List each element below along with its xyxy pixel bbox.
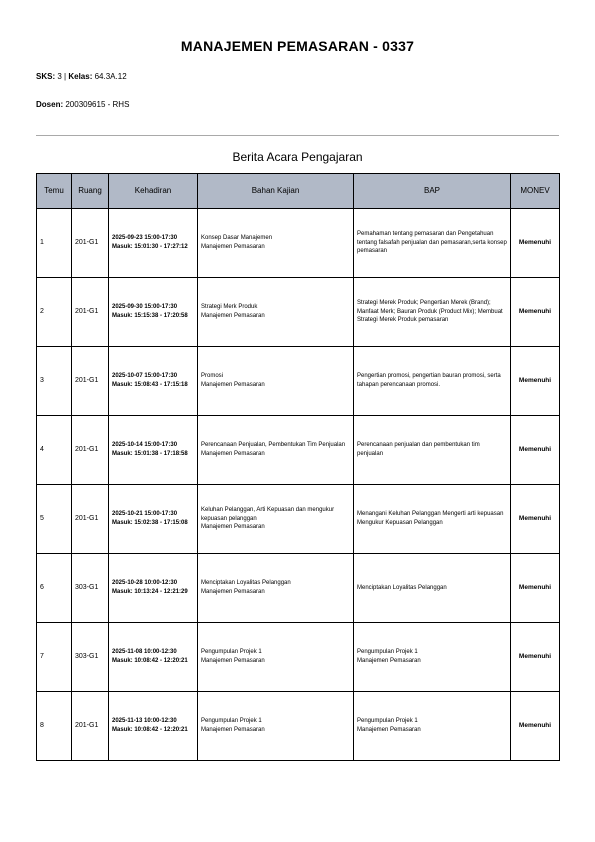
cell-kehadiran bbox=[109, 209, 198, 278]
cell-ruang: 201-G1 bbox=[72, 347, 109, 416]
bahan-line: Manajemen Pemasaran bbox=[201, 244, 265, 250]
cell-monev: Memenuhi bbox=[511, 485, 560, 554]
cell-temu: 2 bbox=[37, 278, 72, 347]
cell-temu: 6 bbox=[37, 554, 72, 623]
meta-separator: | bbox=[64, 72, 67, 81]
bahan-line: Manajemen Pemasaran bbox=[201, 727, 265, 733]
sks-label: SKS: bbox=[36, 72, 56, 81]
col-header-bahan-kajian: Bahan Kajian bbox=[198, 174, 354, 209]
kehadiran-schedule: 2025-11-08 10:00-12:30 bbox=[112, 649, 177, 656]
kehadiran-checkin: Masuk: 15:15:38 - 17:20:58 bbox=[112, 313, 188, 319]
kehadiran-checkin: Masuk: 15:02:38 - 17:15:08 bbox=[112, 520, 188, 526]
lecturer-meta bbox=[36, 100, 129, 109]
bahan-line: Promosi bbox=[201, 373, 224, 380]
kehadiran-checkin: Masuk: 10:08:42 - 12:20:21 bbox=[112, 658, 188, 664]
cell-bahan-kajian bbox=[198, 278, 354, 347]
cell-temu: 5 bbox=[37, 485, 72, 554]
dosen-label: Dosen: bbox=[36, 100, 64, 109]
cell-temu: 8 bbox=[37, 692, 72, 761]
bap-line: Menciptakan Loyalitas Pelanggan bbox=[357, 584, 447, 591]
bahan-line: Menciptakan Loyalitas Pelanggan bbox=[201, 580, 291, 587]
table-header-row bbox=[37, 174, 560, 209]
kehadiran-checkin: Masuk: 10:08:42 - 12:20:21 bbox=[112, 727, 188, 733]
cell-temu: 3 bbox=[37, 347, 72, 416]
cell-bahan-kajian bbox=[198, 347, 354, 416]
kehadiran-schedule: 2025-10-28 10:00-12:30 bbox=[112, 580, 178, 587]
cell-ruang: 201-G1 bbox=[72, 485, 109, 554]
bahan-line: Manajemen Pemasaran bbox=[201, 313, 265, 319]
cell-bap bbox=[354, 692, 511, 761]
bap-line: Menangani Keluhan Pelanggan Mengerti arti kepuasan Mengukur Kepuasan Pelanggan bbox=[357, 511, 504, 526]
col-header-kehadiran: Kehadiran bbox=[109, 174, 198, 209]
col-header-ruang: Ruang bbox=[72, 174, 109, 209]
bap-line: Manajemen Pemasaran bbox=[357, 658, 421, 664]
sks-value: 3 bbox=[57, 72, 62, 81]
cell-bahan-kajian bbox=[198, 209, 354, 278]
bahan-line: Perencanaan Penjualan, Pembentukan Tim Penjualan bbox=[201, 442, 346, 449]
cell-monev: Memenuhi bbox=[511, 347, 560, 416]
cell-kehadiran bbox=[109, 278, 198, 347]
bahan-line: Manajemen Pemasaran bbox=[201, 589, 265, 595]
cell-kehadiran bbox=[109, 485, 198, 554]
cell-bahan-kajian bbox=[198, 692, 354, 761]
kehadiran-schedule: 2025-10-07 15:00-17:30 bbox=[112, 373, 178, 380]
kehadiran-schedule: 2025-09-30 15:00-17:30 bbox=[112, 304, 178, 311]
bap-line: Pemahaman tentang pemasaran dan Pengetahuan tentang falsafah penjualan dan pemasaran,serta konsep pemasaran bbox=[357, 230, 507, 255]
cell-bap bbox=[354, 347, 511, 416]
page-title: MANAJEMEN PEMASARAN - 0337 bbox=[180, 38, 415, 54]
cell-temu: 1 bbox=[37, 209, 72, 278]
cell-bap bbox=[354, 485, 511, 554]
bahan-line: Keluhan Pelanggan, Arti Kepuasan dan mengukur kepuasan pelanggan bbox=[201, 506, 335, 522]
table-row bbox=[37, 416, 560, 485]
cell-monev: Memenuhi bbox=[511, 416, 560, 485]
kehadiran-schedule: 2025-11-13 10:00-12:30 bbox=[112, 718, 177, 725]
cell-bap bbox=[354, 554, 511, 623]
col-header-monev: MONEV bbox=[511, 174, 560, 209]
bap-line: Pengumpulan Projek 1 bbox=[357, 718, 418, 725]
kehadiran-checkin: Masuk: 10:13:24 - 12:21:29 bbox=[112, 589, 188, 595]
table-row bbox=[37, 347, 560, 416]
cell-monev: Memenuhi bbox=[511, 209, 560, 278]
cell-temu: 7 bbox=[37, 623, 72, 692]
cell-bahan-kajian bbox=[198, 416, 354, 485]
cell-monev: Memenuhi bbox=[511, 623, 560, 692]
bahan-line: Manajemen Pemasaran bbox=[201, 451, 265, 457]
bahan-line: Manajemen Pemasaran bbox=[201, 382, 265, 388]
cell-kehadiran bbox=[109, 554, 198, 623]
cell-bahan-kajian bbox=[198, 554, 354, 623]
table-row bbox=[37, 692, 560, 761]
table-row bbox=[37, 278, 560, 347]
cell-kehadiran bbox=[109, 623, 198, 692]
cell-bap bbox=[354, 209, 511, 278]
cell-ruang: 201-G1 bbox=[72, 209, 109, 278]
cell-bahan-kajian bbox=[198, 623, 354, 692]
cell-monev: Memenuhi bbox=[511, 692, 560, 761]
cell-kehadiran bbox=[109, 347, 198, 416]
kehadiran-schedule: 2025-10-21 15:00-17:30 bbox=[112, 511, 178, 518]
bahan-line: Pengumpulan Projek 1 bbox=[201, 649, 262, 656]
kelas-value: 64.3A.12 bbox=[94, 72, 127, 81]
table-row bbox=[37, 209, 560, 278]
cell-ruang: 201-G1 bbox=[72, 278, 109, 347]
cell-monev: Memenuhi bbox=[511, 554, 560, 623]
bahan-line: Konsep Dasar Manajemen bbox=[201, 235, 273, 242]
divider bbox=[36, 135, 559, 136]
col-header-bap: BAP bbox=[354, 174, 511, 209]
bahan-line: Manajemen Pemasaran bbox=[201, 658, 265, 664]
section-title: Berita Acara Pengajaran bbox=[232, 150, 363, 164]
kehadiran-checkin: Masuk: 15:08:43 - 17:15:18 bbox=[112, 382, 188, 388]
cell-bahan-kajian bbox=[198, 485, 354, 554]
course-meta bbox=[36, 72, 127, 81]
bahan-line: Pengumpulan Projek 1 bbox=[201, 718, 262, 725]
kehadiran-schedule: 2025-09-23 15:00-17:30 bbox=[112, 235, 178, 242]
col-header-temu: Temu bbox=[37, 174, 72, 209]
cell-ruang: 201-G1 bbox=[72, 416, 109, 485]
table-row bbox=[37, 485, 560, 554]
cell-temu: 4 bbox=[37, 416, 72, 485]
kehadiran-checkin: Masuk: 15:01:38 - 17:18:58 bbox=[112, 451, 188, 457]
table-row bbox=[37, 554, 560, 623]
cell-ruang: 303-G1 bbox=[72, 623, 109, 692]
kehadiran-checkin: Masuk: 15:01:30 - 17:27:12 bbox=[112, 244, 188, 250]
bap-line: Perencanaan penjualan dan pembentukan tim penjualan bbox=[357, 442, 480, 457]
cell-kehadiran bbox=[109, 692, 198, 761]
bap-line: Pengertian promosi, pengertian bauran promosi, serta tahapan perencanaan promosi. bbox=[357, 373, 501, 388]
cell-ruang: 201-G1 bbox=[72, 692, 109, 761]
kehadiran-schedule: 2025-10-14 15:00-17:30 bbox=[112, 442, 178, 449]
bap-line: Pengumpulan Projek 1 bbox=[357, 649, 418, 656]
table-row bbox=[37, 623, 560, 692]
bahan-line: Strategi Merk Produk bbox=[201, 304, 258, 311]
bap-line: Strategi Merek Produk; Pengertian Merek (Brand); Manfaat Merk; Bauran Produk (Product Mix); Membuat Strategi Merek Produk pemasaran bbox=[357, 299, 503, 324]
bahan-line: Manajemen Pemasaran bbox=[201, 524, 265, 531]
kelas-label: Kelas: bbox=[68, 72, 93, 81]
teaching-record-table bbox=[36, 173, 560, 761]
cell-bap bbox=[354, 623, 511, 692]
bap-line: Manajemen Pemasaran bbox=[357, 727, 421, 733]
cell-monev: Memenuhi bbox=[511, 278, 560, 347]
cell-bap bbox=[354, 278, 511, 347]
cell-ruang: 303-G1 bbox=[72, 554, 109, 623]
cell-kehadiran bbox=[109, 416, 198, 485]
cell-bap bbox=[354, 416, 511, 485]
dosen-value: 200309615 - RHS bbox=[65, 100, 130, 109]
